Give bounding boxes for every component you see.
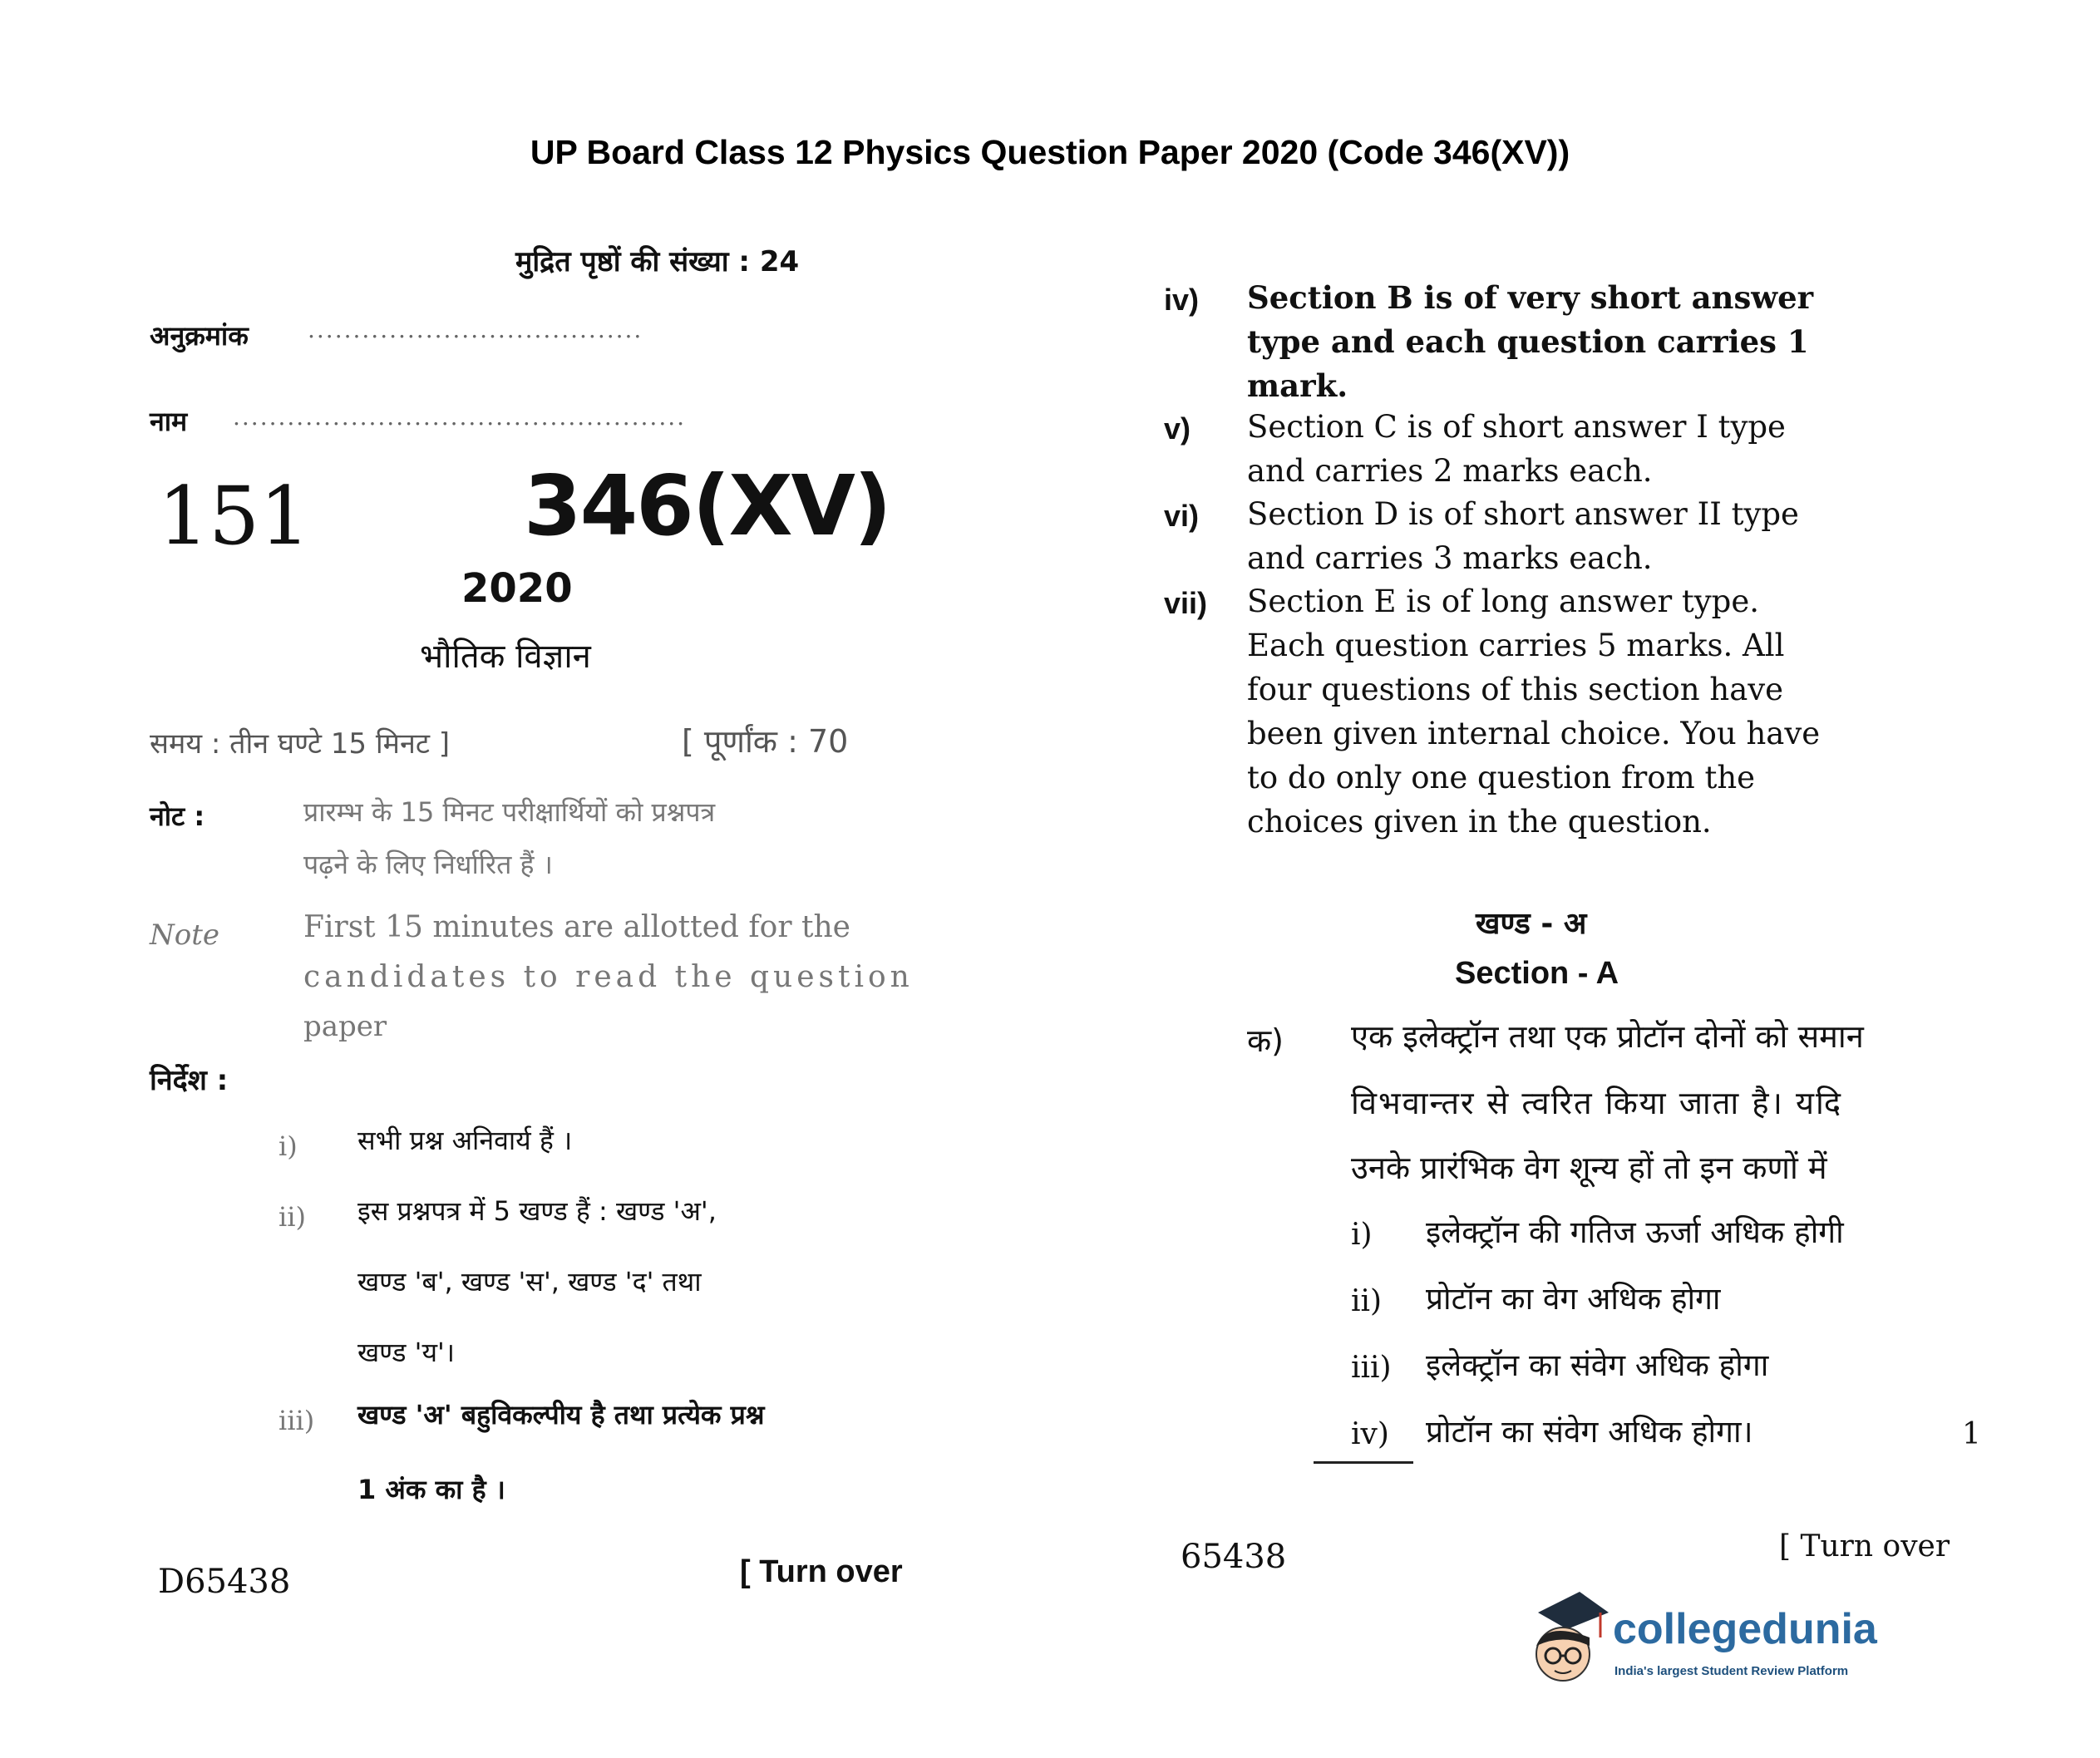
right-footer-code: 65438 xyxy=(1181,1538,1287,1576)
note-english-line2: candidates to read the question xyxy=(303,960,914,994)
section-heading-english: Section - A xyxy=(1455,956,1619,991)
student-mascot-icon xyxy=(1521,1588,1613,1704)
note-hindi-line1: प्रारम्भ के 15 मिनट परीक्षार्थियों को प्रश्नपत्र xyxy=(303,796,716,828)
instruction-item xyxy=(1164,411,1987,503)
option-number: i) xyxy=(1351,1218,1373,1252)
logo-wordmark: collegedunia xyxy=(1613,1605,1877,1653)
left-turn-over: [ Turn over xyxy=(740,1554,903,1589)
item-text: Section B is of very short answer type and each question carries 1 mark. xyxy=(1247,279,1814,404)
max-marks: [ पूर्णांक : 70 xyxy=(682,723,849,760)
item-text: Section C is of short answer I type and carries 2 marks each. xyxy=(1247,409,1786,489)
note-english-line3: paper xyxy=(303,1010,387,1043)
question-line: एक इलेक्ट्रॉन तथा एक प्रोटॉन दोनों को समान xyxy=(1351,1018,1864,1055)
question-marks: 1 xyxy=(1962,1417,1981,1451)
exam-time: समय : तीन घण्टे 15 मिनट ] xyxy=(150,727,451,761)
instruction-number: ii) xyxy=(279,1201,306,1233)
note-hindi-label: नोट : xyxy=(150,800,205,832)
item-text: Section E is of long answer type. Each question carries 5 marks. All four questions of this section have been given internal choice. You have to do only one question from the choices given in the question. xyxy=(1247,584,1821,840)
paper-code: 346(XV) xyxy=(524,457,890,554)
item-marker: vii) xyxy=(1164,586,1208,620)
roll-dotted-line: ..................................... xyxy=(308,316,643,343)
subject-name: भौतिक विज्ञान xyxy=(420,638,591,676)
instruction-text: सभी प्रश्न अनिवार्य हैं । xyxy=(357,1125,573,1156)
question-line: विभवान्तर से त्वरित किया जाता है। यदि xyxy=(1351,1085,1843,1121)
instruction-text: खण्ड 'अ' बहुविकल्पीय है तथा प्रत्येक प्रश्न xyxy=(357,1399,765,1431)
instruction-item xyxy=(1164,586,1987,869)
instructions-label: निर्देश : xyxy=(150,1064,229,1097)
instruction-number: i) xyxy=(279,1130,298,1162)
question-marker: क) xyxy=(1247,1022,1284,1059)
collegedunia-logo[interactable] xyxy=(1521,1588,1904,1704)
option-number: iii) xyxy=(1351,1351,1392,1385)
item-text: Section D is of short answer II type and carries 3 marks each. xyxy=(1247,496,1799,576)
instruction-item xyxy=(1164,279,1987,407)
logo-tagline: India's largest Student Review Platform xyxy=(1614,1664,1849,1678)
option-text: इलेक्ट्रॉन का संवेग अधिक होगा xyxy=(1426,1347,1769,1383)
instruction-text: इस प्रश्नपत्र में 5 खण्ड हैं : खण्ड 'अ', xyxy=(357,1195,717,1227)
option-text: प्रोटॉन का संवेग अधिक होगा। xyxy=(1426,1414,1753,1450)
section-heading-hindi: खण्ड - अ xyxy=(1476,907,1587,941)
serial-number: 151 xyxy=(158,470,311,563)
left-footer-code: D65438 xyxy=(158,1563,291,1601)
instruction-text: खण्ड 'य'। xyxy=(357,1337,455,1368)
name-dotted-line: .................................................. xyxy=(233,403,687,431)
left-page xyxy=(150,233,964,1613)
option-text: इलेक्ट्रॉन की गतिज ऊर्जा अधिक होगी xyxy=(1426,1214,1844,1250)
note-english-label: Note xyxy=(150,918,220,952)
roll-label: अनुक्रमांक xyxy=(150,320,249,352)
right-page xyxy=(1164,233,1987,1579)
instruction-text: 1 अंक का है । xyxy=(357,1474,505,1505)
instruction-text: खण्ड 'ब', खण्ड 'स', खण्ड 'द' तथा xyxy=(357,1266,702,1298)
note-english-line1: First 15 minutes are allotted for the xyxy=(303,910,850,944)
item-marker: iv) xyxy=(1164,283,1200,317)
instruction-number: iii) xyxy=(279,1405,315,1436)
name-label: नाम xyxy=(150,406,188,437)
page-title: UP Board Class 12 Physics Question Paper 2020 (Code 346(XV)) xyxy=(530,133,1570,171)
option-number: iv) xyxy=(1351,1417,1389,1451)
handwritten-underline xyxy=(1314,1461,1413,1464)
item-marker: vi) xyxy=(1164,499,1200,533)
option-text: प्रोटॉन का वेग अधिक होगा xyxy=(1426,1281,1721,1317)
instruction-item xyxy=(1164,496,1987,590)
note-hindi-line2: पढ़ने के लिए निर्धारित हैं । xyxy=(303,849,553,880)
right-turn-over: [ Turn over xyxy=(1779,1529,1950,1563)
question-line: उनके प्रारंभिक वेग शून्य हों तो इन कणों में xyxy=(1351,1150,1827,1186)
item-marker: v) xyxy=(1164,411,1191,446)
printed-pages: मुद्रित पृष्ठों की संख्या : 24 xyxy=(515,245,800,278)
option-number: ii) xyxy=(1351,1284,1383,1318)
exam-year: 2020 xyxy=(461,565,573,612)
